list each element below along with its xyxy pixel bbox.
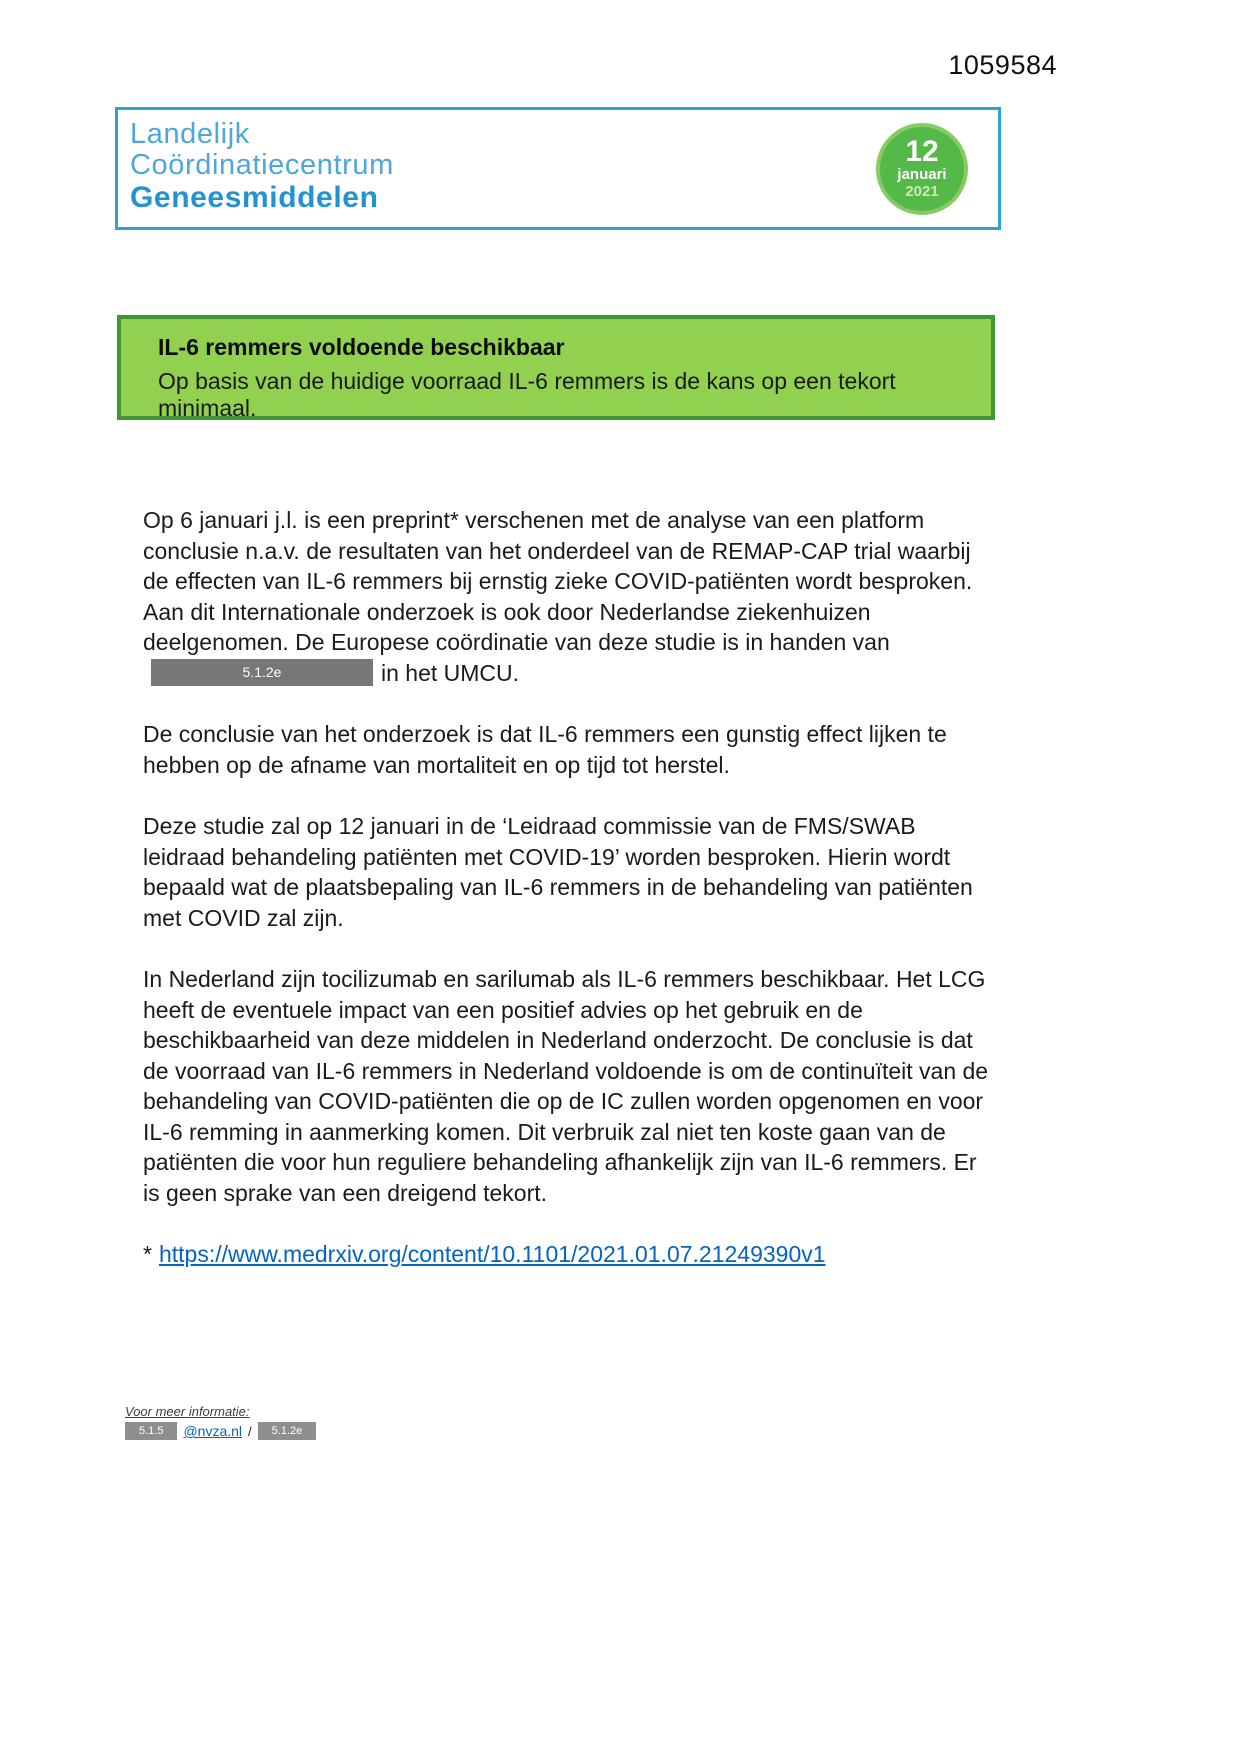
lcg-logo-box: [115, 107, 1001, 230]
redaction-box-footer-1: 5.1.5: [125, 1422, 177, 1440]
banner-title: IL-6 remmers voldoende beschikbaar: [158, 334, 565, 360]
logo-line-coordinatiecentrum: Coördinatiecentrum: [130, 149, 394, 181]
contact-footer: [125, 1404, 316, 1440]
paragraph-beschikbaarheid: In Nederland zijn tocilizumab en sarilumab als IL-6 remmers beschikbaar. Het LCG heeft de eventuele impact van een positief advies op het gebruik en de beschikbaarheid van deze middelen in Nederland onderzocht. De conclusie is dat de voorraad van IL-6 remmers in Nederland voldoende is om de continuïteit van de behandeling van COVID-patiënten die op de IC zullen worden opgenomen en voor IL-6 remming in aanmerking komen. Dit verbruik zal niet ten koste gaan van de patiënten die voor hun reguliere behandeling afhankelijk zijn van IL-6 remmers. Er is geen sprake van een dreigend tekort.: [143, 966, 989, 1206]
footer-separator: /: [248, 1423, 252, 1439]
medrxiv-link[interactable]: https://www.medrxiv.org/content/10.1101/2021.01.07.21249390v1: [158, 1241, 826, 1267]
document-number: 1059584: [948, 50, 1057, 80]
paragraph-leidraad: Deze studie zal op 12 januari in de ‘Leidraad commissie van de FMS/SWAB leidraad behandeling patiënten met COVID-19’ worden besproken. Hierin wordt bepaald wat de plaatsbepaling van IL-6 remmers in de behandeling van patiënten met COVID zal zijn.: [143, 813, 973, 931]
paragraph-conclusie: De conclusie van het onderzoek is dat IL-6 remmers een gunstig effect lijken te hebben op de afname van mortaliteit en op tijd tot herstel.: [143, 721, 947, 778]
redaction-box: 5.1.2e: [151, 659, 373, 686]
footnote: [143, 1239, 991, 1270]
date-month: januari: [897, 166, 947, 183]
footer-contact-line: [125, 1422, 316, 1440]
logo-line-geneesmiddelen: Geneesmiddelen: [130, 181, 379, 214]
banner-subtitle: Op basis van de huidige voorraad IL-6 remmers is de kans op een tekort minimaal.: [158, 368, 896, 421]
paragraph-preprint-text: Op 6 januari j.l. is een preprint* verschenen met de analyse van een platform conclusie n.a.v. de resultaten van het onderdeel van de REMAP-CAP trial waarbij de effecten van IL-6 remmers bij ernstig zieke COVID-patiënten wordt besproken. Aan dit Internationale onderzoek is ook door Nederlandse ziekenhuizen deelgenomen. De Europese coördinatie van deze studie is in handen van: [143, 507, 973, 655]
email-link[interactable]: @nvza.nl: [183, 1423, 243, 1439]
footnote-marker: *: [143, 1241, 152, 1267]
document-body: [143, 505, 991, 1301]
logo-line-landelijk: Landelijk: [130, 118, 250, 150]
status-banner: [117, 315, 995, 420]
paragraph-preprint: [143, 505, 991, 688]
date-badge: [876, 123, 968, 215]
footer-info-label: Voor meer informatie:: [125, 1404, 250, 1419]
date-day: 12: [905, 135, 939, 168]
date-year: 2021: [905, 183, 939, 200]
logo-text: [130, 119, 394, 213]
paragraph-preprint-text-after: in het UMCU.: [381, 659, 520, 686]
redaction-box-footer-2: 5.1.2e: [258, 1422, 317, 1440]
